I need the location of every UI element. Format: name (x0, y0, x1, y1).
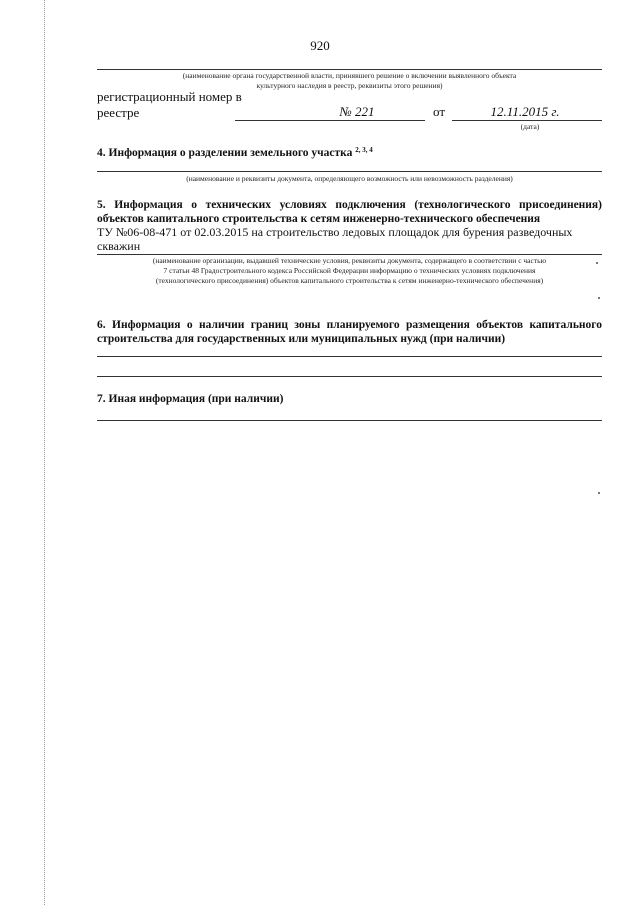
section5-caption-line2: 7 статьи 48 Градостроительного кодекса Российской Федерации информацию о технических условиях подключения (163, 266, 536, 275)
registration-label-line2: реестре (97, 105, 140, 120)
section5-text-line1: ТУ №06-08-471 от 02.03.2015 на строительство ледовых площадок для бурения разведочных (97, 225, 573, 239)
authority-caption (97, 71, 602, 91)
registration-from-word: от (433, 104, 446, 119)
section5-caption-line1: (наименование организации, выдавшей технические условия, реквизиты документа, содержащего в соответствии с частью (152, 256, 547, 265)
registration-label-line1: регистрационный номер в (97, 89, 242, 104)
section5-caption-line3: (технологического присоединения) объектов капитального строительства к сетям инженерно-технического обеспечения) (155, 276, 544, 285)
section4-line (97, 171, 602, 172)
section7-line (97, 420, 602, 421)
section6-heading-line1: 6. Информация о наличии границ зоны планируемого размещения объектов капитального (97, 319, 602, 331)
section6-line2 (97, 376, 602, 377)
section5-text (97, 225, 602, 253)
section4-heading (97, 143, 373, 160)
scan-speck (598, 492, 600, 494)
page-number: 920 (310, 38, 330, 53)
authority-caption-line1: (наименование органа государственной власти, принявшего решение о включении выявленного объекта (182, 71, 517, 80)
registration-date-line (452, 120, 602, 121)
section6-line1 (97, 356, 602, 357)
section4-heading-text: 4. Информация о разделении земельного участка (97, 147, 353, 159)
registration-number: № 221 (339, 104, 375, 119)
registration-date: 12.11.2015 г. (490, 104, 560, 119)
section4-caption: (наименование и реквизиты документа, определяющего возможность или невозможность разделения) (186, 174, 513, 183)
registration-number-line (235, 120, 425, 121)
section5-heading-line1: 5. Информация о технических условиях подключения (технологического присоединения) (97, 199, 602, 211)
section5-line (97, 254, 602, 255)
section7-heading: 7. Иная информация (при наличии) (97, 393, 284, 405)
section6-heading-line2: строительства для государственных или муниципальных нужд (при наличии) (97, 333, 506, 345)
authority-caption-line2: культурного наследия в реестр, реквизиты этого решения) (256, 81, 443, 90)
scan-edge-left (44, 0, 45, 905)
section5-text-line2: скважин (97, 239, 141, 253)
authority-line (97, 69, 602, 70)
section5-caption (97, 256, 602, 286)
section4-footnote-refs: 2, 3, 4 (355, 146, 373, 154)
registration-date-caption: (дата) (520, 122, 540, 131)
scan-speck (598, 297, 600, 299)
section5-heading-line2: объектов капитального строительства к сетям инженерно-технического обеспечения (97, 213, 541, 225)
registration-label (97, 89, 242, 121)
